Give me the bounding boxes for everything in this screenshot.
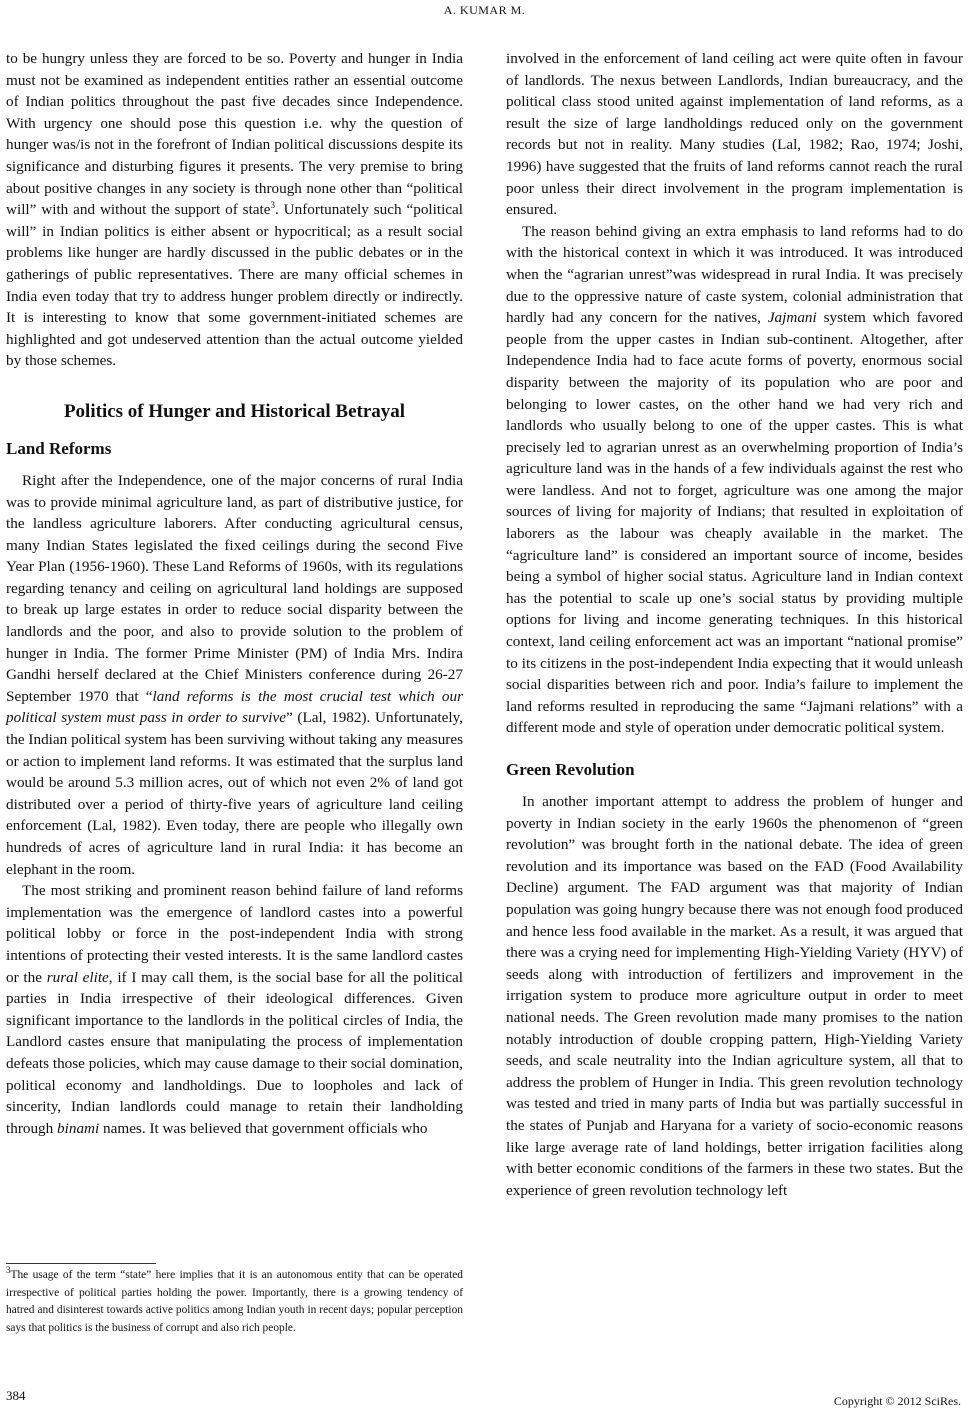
subsection-title-land-reforms: Land Reforms [6,438,112,458]
footnote-marker: 3 [6,1265,11,1276]
footnote-text: The usage of the term “state” here implies that it is an autonomous entity that can be operated irrespective of political parties holding the power. Importantly, there is a growing tendency of hatred and disinterest towards active politics among Indian youth in recent days; popular perception says that politics is the business of corrupt and also rich people. [6,1269,463,1334]
page-number: 384 [6,1388,26,1403]
paragraph-text: The most striking and prominent reason behind failure of land reforms implementation was the emergence of landlord castes into a powerful political lobby or force in the post-independent India with strong intentions of protecting their vested interests. It is the same landlord castes or the [6,882,463,986]
subsection-title-green-revolution: Green Revolution [506,760,635,779]
running-head: A. KUMAR M. [443,3,526,17]
paragraph-text: to be hungry unless they are forced to be so. Poverty and hunger in India must not be examined as independent entities rather an essential outcome of Indian politics throughout the past five decades since Independence. With urgency one should pose this question i.e. why the question of hunger was/is not in the forefront of Indian political discussions despite its significance and disturbing figures it presents. The very premise to bring about positive changes in any society is through none other than “political will” with and without the support of state [6,50,463,219]
paragraph-text: In another important attempt to address the problem of hunger and poverty in Indian society in the early 1960s the phenomenon of “green revolution” was brought forth in the national debate. The idea of green revolution and its importance was based on the FAD (Food Availability Decline) argument. The FAD argument was that majority of Indian population was going hungry because there was not enough food produced and hence less food available in the market. As a result, it was argued that there was a crying need for implementing High-Yielding Variety (HYV) of seeds along with introduction of fertilizers and improvement in the irrigation system to produce more agriculture output in order to meet national needs. The Green revolution made many promises to the nation notably introduction of double cropping pattern, High-Yielding Variety seeds, and scale neutrality into the Indian agriculture system, all that to address the problem of Hunger in India. This green revolution technology was tested and tried in many parts of India but was partially successful in the states of Punjab and Haryana for a variety of socio-economic reasons like large average rate of land holdings, better irrigation facilities along with better economic conditions of the farmers in these two states. But the experience of green revolution technology left [506,793,963,1199]
quote-text: land reforms is the most crucial test which our political system must pass in order to survive [6,687,463,727]
right-column [506,48,963,1201]
copyright-notice: Copyright © 2012 SciRes. [833,1394,961,1408]
paragraph [6,470,463,880]
paragraph-text: , if I may call them, is the social base for all the political parties in India irrespective of their ideological differences. Given significant importance to the landlords in the political circles of India, the Landlord castes ensure that manipulating the process of implementation defeats those policies, which may cause damage to their social domination, political economy and landholdings. Due to loopholes and lack of sincerity, Indian landlords could manage to retain their landholding through [6,968,464,1137]
paragraph [506,48,963,221]
left-column [6,48,463,1139]
paragraph [506,791,963,1201]
emphasis-text: binami [57,1119,100,1137]
paragraph [506,221,963,739]
paragraph-text: . Unfortunately such “political will” in Indian politics is either absent or hypocritical; as a result social problems like hunger are hardly discussed in the public debates or in the gatherings of public representatives. There are many official schemes in India even today that try to address hunger problem directly or indirectly. It is interesting to know that some government-initiated schemes are highlighted and got undeserved attention than the actual outcome yielded by those schemes. [6,201,463,370]
paragraph-text: ” (Lal, 1982). Unfortunately, the Indian political system has been surviving without taking any measures or action to implement land reforms. It was estimated that the surplus land would be around 5.3 million acres, out of which not even 2% of land got distributed over a period of thirty-five years of agriculture land ceiling enforcement (Lal, 1982). Even today, there are people who illegally own hundreds of acres of agriculture land in rural India: it has become an elephant in the room. [6,709,463,878]
footnote-ref[interactable]: 3 [270,200,275,211]
paragraph-text: The reason behind giving an extra emphasis to land reforms had to do with the historical context in which it was introduced. It was introduced when the “agrarian unrest”was widespread in rural India. It was precisely due to the oppressive nature of caste system, colonial administration that hardly had any concern for the natives, [506,222,963,327]
paragraph-text: names. It was believed that government officials who [99,1119,428,1137]
paragraph-text: Right after the Independence, one of the major concerns of rural India was to provide minimal agriculture land, as part of distributive justice, for the landless agriculture laborers. After conducting agricultural census, many Indian States legislated the fixed ceilings during the second Five Year Plan (1956-1960). These Land Reforms of 1960s, with its regulations regarding tenancy and ceiling on agricultural land holdings are supposed to break up large estates in order to reduce social disparity between the landlords and the poor, and also to provide solution to the problem of hunger in India. The former Prime Minister (PM) of India Mrs. Indira Gandhi herself declared at the Chief Ministers conference during 26-27 September 1970 that “ [6,471,463,705]
paragraph [6,880,463,1139]
emphasis-text: Jajmani [767,309,817,327]
footnote-divider [6,1263,156,1264]
paragraph-text: involved in the enforcement of land ceiling act were quite often in favour of landlords. The nexus between Landlords, Indian bureaucracy, and the political class stood united against implementation of land reforms, as a result the size of large landholdings reduced only on the government records but not in reality. Many studies (Lal, 1982; Rao, 1974; Joshi, 1996) have suggested that the fruits of land reforms cannot reach the rural poor unless their direct involvement in the program implementation is ensured. [506,50,963,219]
emphasis-text: rural elite [46,968,109,986]
footnote [6,1267,463,1337]
paragraph [6,48,463,372]
section-title: Politics of Hunger and Historical Betrayal [63,400,406,422]
paragraph-text: system which favored people from the upper castes in Indian sub-continent. Altogether, after Independence India had to face acute forms of poverty, enormous social disparity between the majority of its population who are poor and belonging to lower castes, on the other hand we had very rich and landlords who usually belong to one of the upper castes. This is what precisely led to agrarian unrest as an overwhelming proportion of India’s agriculture land was in the hands of a few individuals against the rest who were landless. And not to forget, agriculture was one among the major sources of living for majority of Indians; that resulted in exploitation of laborers as the labour was cheaply available in the market. The “agriculture land” is considered an important source of income, besides being a symbol of higher social status. Agriculture land in Indian context has the potential to scale up one’s social status by providing multiple options for living and income generating techniques. In this historical context, land ceiling enforcement act was an important “national promise” to its citizens in the post-independent India expecting that it would unleash social disparities between rich and poor. India’s failure to implement the land reforms resulted in reproducing the same “Jajmani relations” with a different mode and style of operation under democratic political system. [506,309,964,737]
